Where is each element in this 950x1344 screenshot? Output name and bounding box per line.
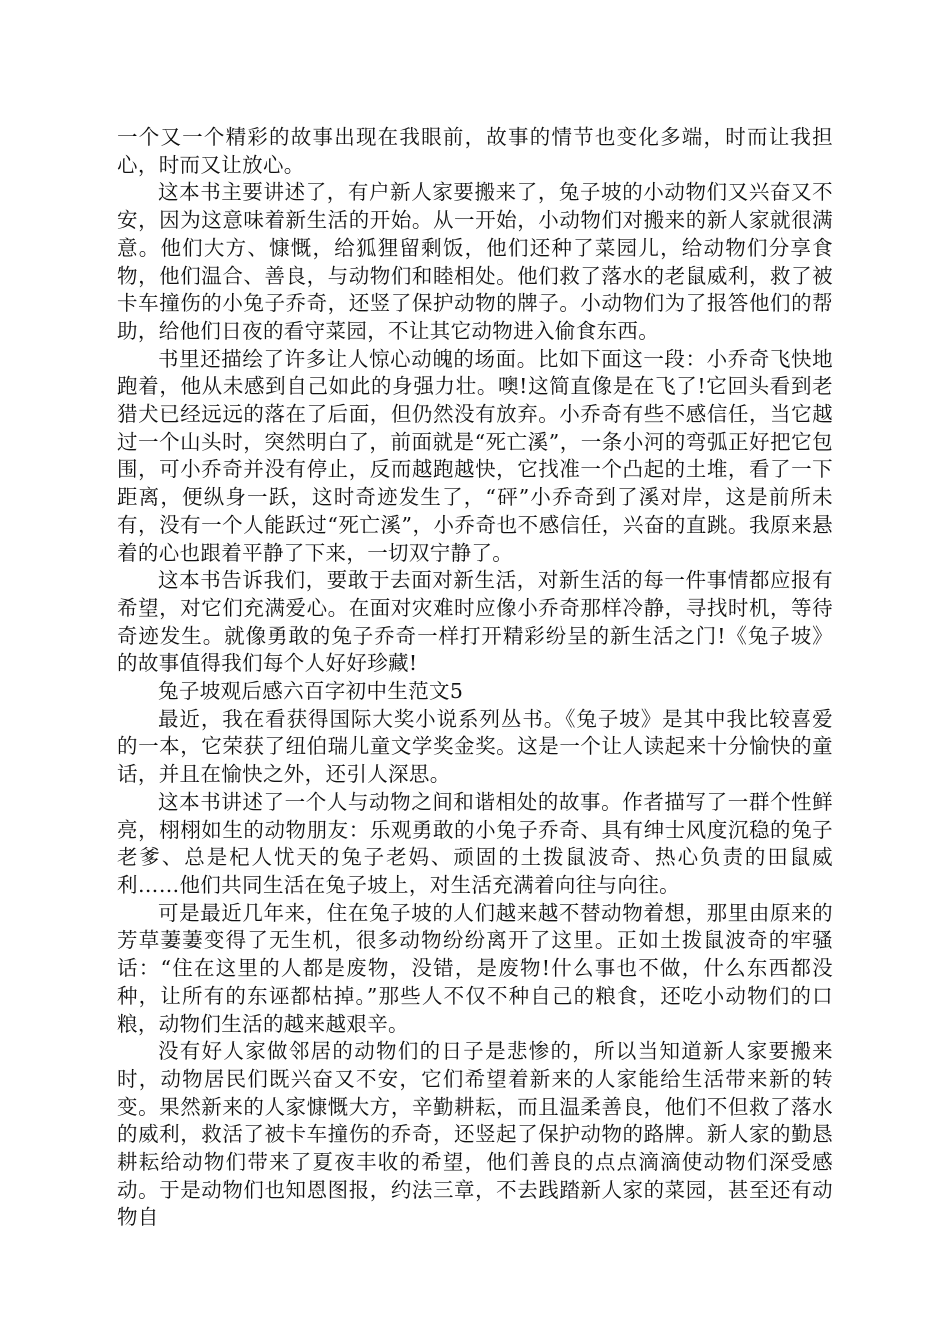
paragraph-lesson: 这本书告诉我们，要敢于去面对新生活，对新生活的每一件事情都应报有希望，对它们充满爱心。在面对灾难时应像小乔奇那样冷静，寻找时机，等待奇迹发生。就像勇敢的兔子乔奇一样打开精彩纷呈的新生活之门!《兔子坡》的故事值得我们每个人好好珍藏! — [117, 568, 833, 676]
paragraph-decline: 可是最近几年来，住在兔子坡的人们越来越不替动物着想，那里由原来的芳草萋萋变得了无生机，很多动物纷纷离开了这里。正如土拨鼠波奇的牢骚话：“住在这里的人都是废物，没错，是废物!什么事也不做，什么东西都没种，让所有的东诬都枯掉。”那些人不仅不种自己的粮食，还吃小动物们的口粮，动物们生活的越来越艰辛。 — [117, 900, 833, 1036]
document-page — [117, 124, 833, 1232]
paragraph-characters: 这本书讲述了一个人与动物之间和谐相处的故事。作者描写了一群个性鲜亮，栩栩如生的动物朋友：乐观勇敢的小兔子乔奇、具有绅士风度沉稳的兔子老爹、总是杞人忧天的兔子老妈、顽固的土拨鼠波奇、热心负责的田鼠威利……他们共同生活在兔子坡上，对生活充满着向往与向往。 — [117, 789, 833, 897]
paragraph-summary: 这本书主要讲述了，有户新人家要搬来了，兔子坡的小动物们又兴奋又不安，因为这意味着新生活的开始。从一开始，小动物们对搬来的新人家就很满意。他们大方、慷慨，给狐狸留剩饭，他们还种了菜园儿，给动物们分享食物，他们温合、善良，与动物们和睦相处。他们救了落水的老鼠威利，救了被卡车撞伤的小兔子乔奇，还竖了保护动物的牌子。小动物们为了报答他们的帮助，给他们日夜的看守菜园，不让其它动物进入偷食东西。 — [117, 180, 833, 343]
paragraph-intro: 最近，我在看获得国际大奖小说系列丛书。《兔子坡》是其中我比较喜爱的一本，它荣获了纽伯瑞儿童文学奖金奖。这是一个让人读起来十分愉快的童话，并且在愉快之外，还引人深思。 — [117, 706, 833, 787]
paragraph-new-neighbors: 没有好人家做邻居的动物们的日子是悲惨的，所以当知道新人家要搬来时，动物居民们既兴奋又不安，它们希望着新来的人家能给生活带来新的转变。果然新来的人家慷慨大方，辛勤耕耘，而且温柔善良，他们不但救了落水的威利，救活了被卡车撞伤的乔奇，还竖起了保护动物的路牌。新人家的勤恳耕耘给动物们带来了夏夜丰收的希望，他们善良的点点滴滴使动物们深受感动。于是动物们也知恩图报，约法三章，不去践踏新人家的菜园，甚至还有动物自 — [117, 1039, 833, 1230]
section-heading: 兔子坡观后感六百字初中生范文5 — [158, 679, 464, 704]
paragraph-thrilling-scene: 书里还描绘了许多让人惊心动魄的场面。比如下面这一段：小乔奇飞快地跑着，他从未感到自己如此的身强力壮。噢!这简直像是在飞了!它回头看到老猎犬已经远远的落在了后面，但仍然没有放弃。小乔奇有些不感信任，当它越过一个山头时，突然明白了，前面就是“死亡溪”，一条小河的弯弧正好把它包围，可小乔奇并没有停止，反而越跑越快，它找准一个凸起的土堆，看了一下距离，便纵身一跃，这时奇迹发生了，“砰”小乔奇到了溪对岸，这是前所未有，没有一个人能跃过“死亡溪”，小乔奇也不感信任，兴奋的直跳。我原来悬着的心也跟着平静了下来，一切双宁静了。 — [117, 346, 833, 565]
paragraph-continuation: 一个又一个精彩的故事出现在我眼前，故事的情节也变化多端，时而让我担心，时而又让放心。 — [117, 125, 833, 177]
